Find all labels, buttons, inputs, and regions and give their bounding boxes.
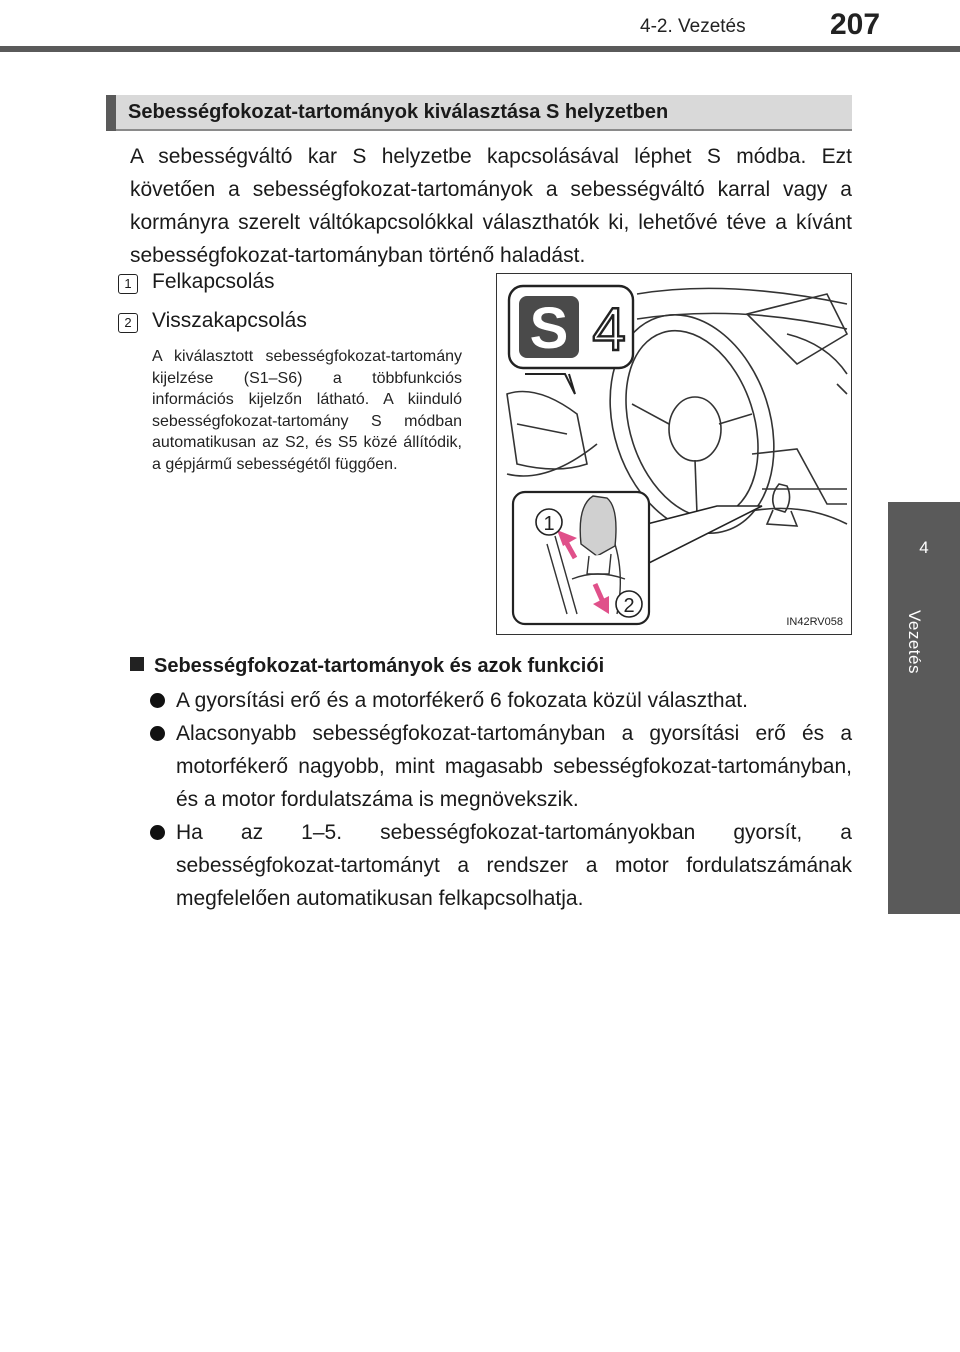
square-bullet-icon: [130, 657, 144, 671]
section-heading: Sebességfokozat-tartományok kiválasztása S helyzetben: [128, 101, 669, 123]
subsection-heading-text: Sebességfokozat-tartományok és azok funkciói: [154, 655, 605, 677]
section-heading-accent: [106, 95, 116, 131]
bullet-dot-icon: [150, 825, 165, 840]
note-paragraph: A kiválasztott sebességfokozat-tartomány kijelzése (S1–S6) a többfunkciós információs kijelzőn látható. A kiinduló sebességfokozat-tartomány S módban automatikusan az S2, és S5 közé állítódik, a gépjármű sebességétől függően.: [152, 348, 462, 473]
step-number-badge: 1: [118, 274, 138, 294]
illustration-drawing: [497, 274, 852, 635]
step-label: Felkapcsolás: [152, 270, 275, 293]
gear-range-number: 4: [592, 296, 626, 363]
shifter-inset: [513, 492, 762, 624]
section-heading-bar: [106, 95, 852, 131]
list-item-text: A gyorsítási erő és a motorfékerő 6 fokozata közül választhat.: [176, 689, 748, 712]
chapter-number: 4: [919, 538, 929, 557]
header-section-title: 4-2. Vezetés: [640, 16, 746, 37]
step-number-badge: 2: [118, 313, 138, 333]
list-item: [150, 717, 852, 816]
step-label: Visszakapcsolás: [152, 309, 307, 332]
callout-number: 2: [623, 595, 635, 617]
chapter-side-tab: [888, 502, 960, 914]
gear-shift-illustration: [496, 273, 852, 635]
figure-code: IN42RV058: [786, 616, 843, 628]
intro-paragraph: A sebességváltó kar S helyzetbe kapcsolásával léphet S módba. Ezt követően a sebességfokozat-tartományok a sebességváltó karral vagy a kormányra szerelt váltókapcsolókkal választhatók ki, lehetővé téve a kívánt sebességfokozat-tartományban történő haladást.: [130, 145, 852, 267]
gear-mode-letter: S: [529, 296, 569, 361]
list-item: [150, 816, 852, 915]
chapter-label: Vezetés: [905, 610, 924, 674]
list-item-text: Ha az 1–5. sebességfokozat-tartományokban gyorsít, a sebességfokozat-tartományt a rendszer a motor fordulatszámának megfelelően automatikusan felkapcsolhatja.: [176, 821, 852, 910]
page-number: 207: [830, 8, 881, 41]
bullet-dot-icon: [150, 693, 165, 708]
gear-display-callout: [509, 286, 633, 394]
header-rule: [0, 46, 960, 52]
bullet-dot-icon: [150, 726, 165, 741]
list-item-text: Alacsonyabb sebességfokozat-tartományban a gyorsítási erő és a motorfékerő nagyobb, mint magasabb sebességfokozat-tartományban, és a motor fordulatszáma is megnövekszik.: [176, 722, 852, 811]
callout-number: 1: [543, 513, 555, 535]
subsection-heading: [130, 655, 604, 678]
list-item: [150, 684, 852, 717]
